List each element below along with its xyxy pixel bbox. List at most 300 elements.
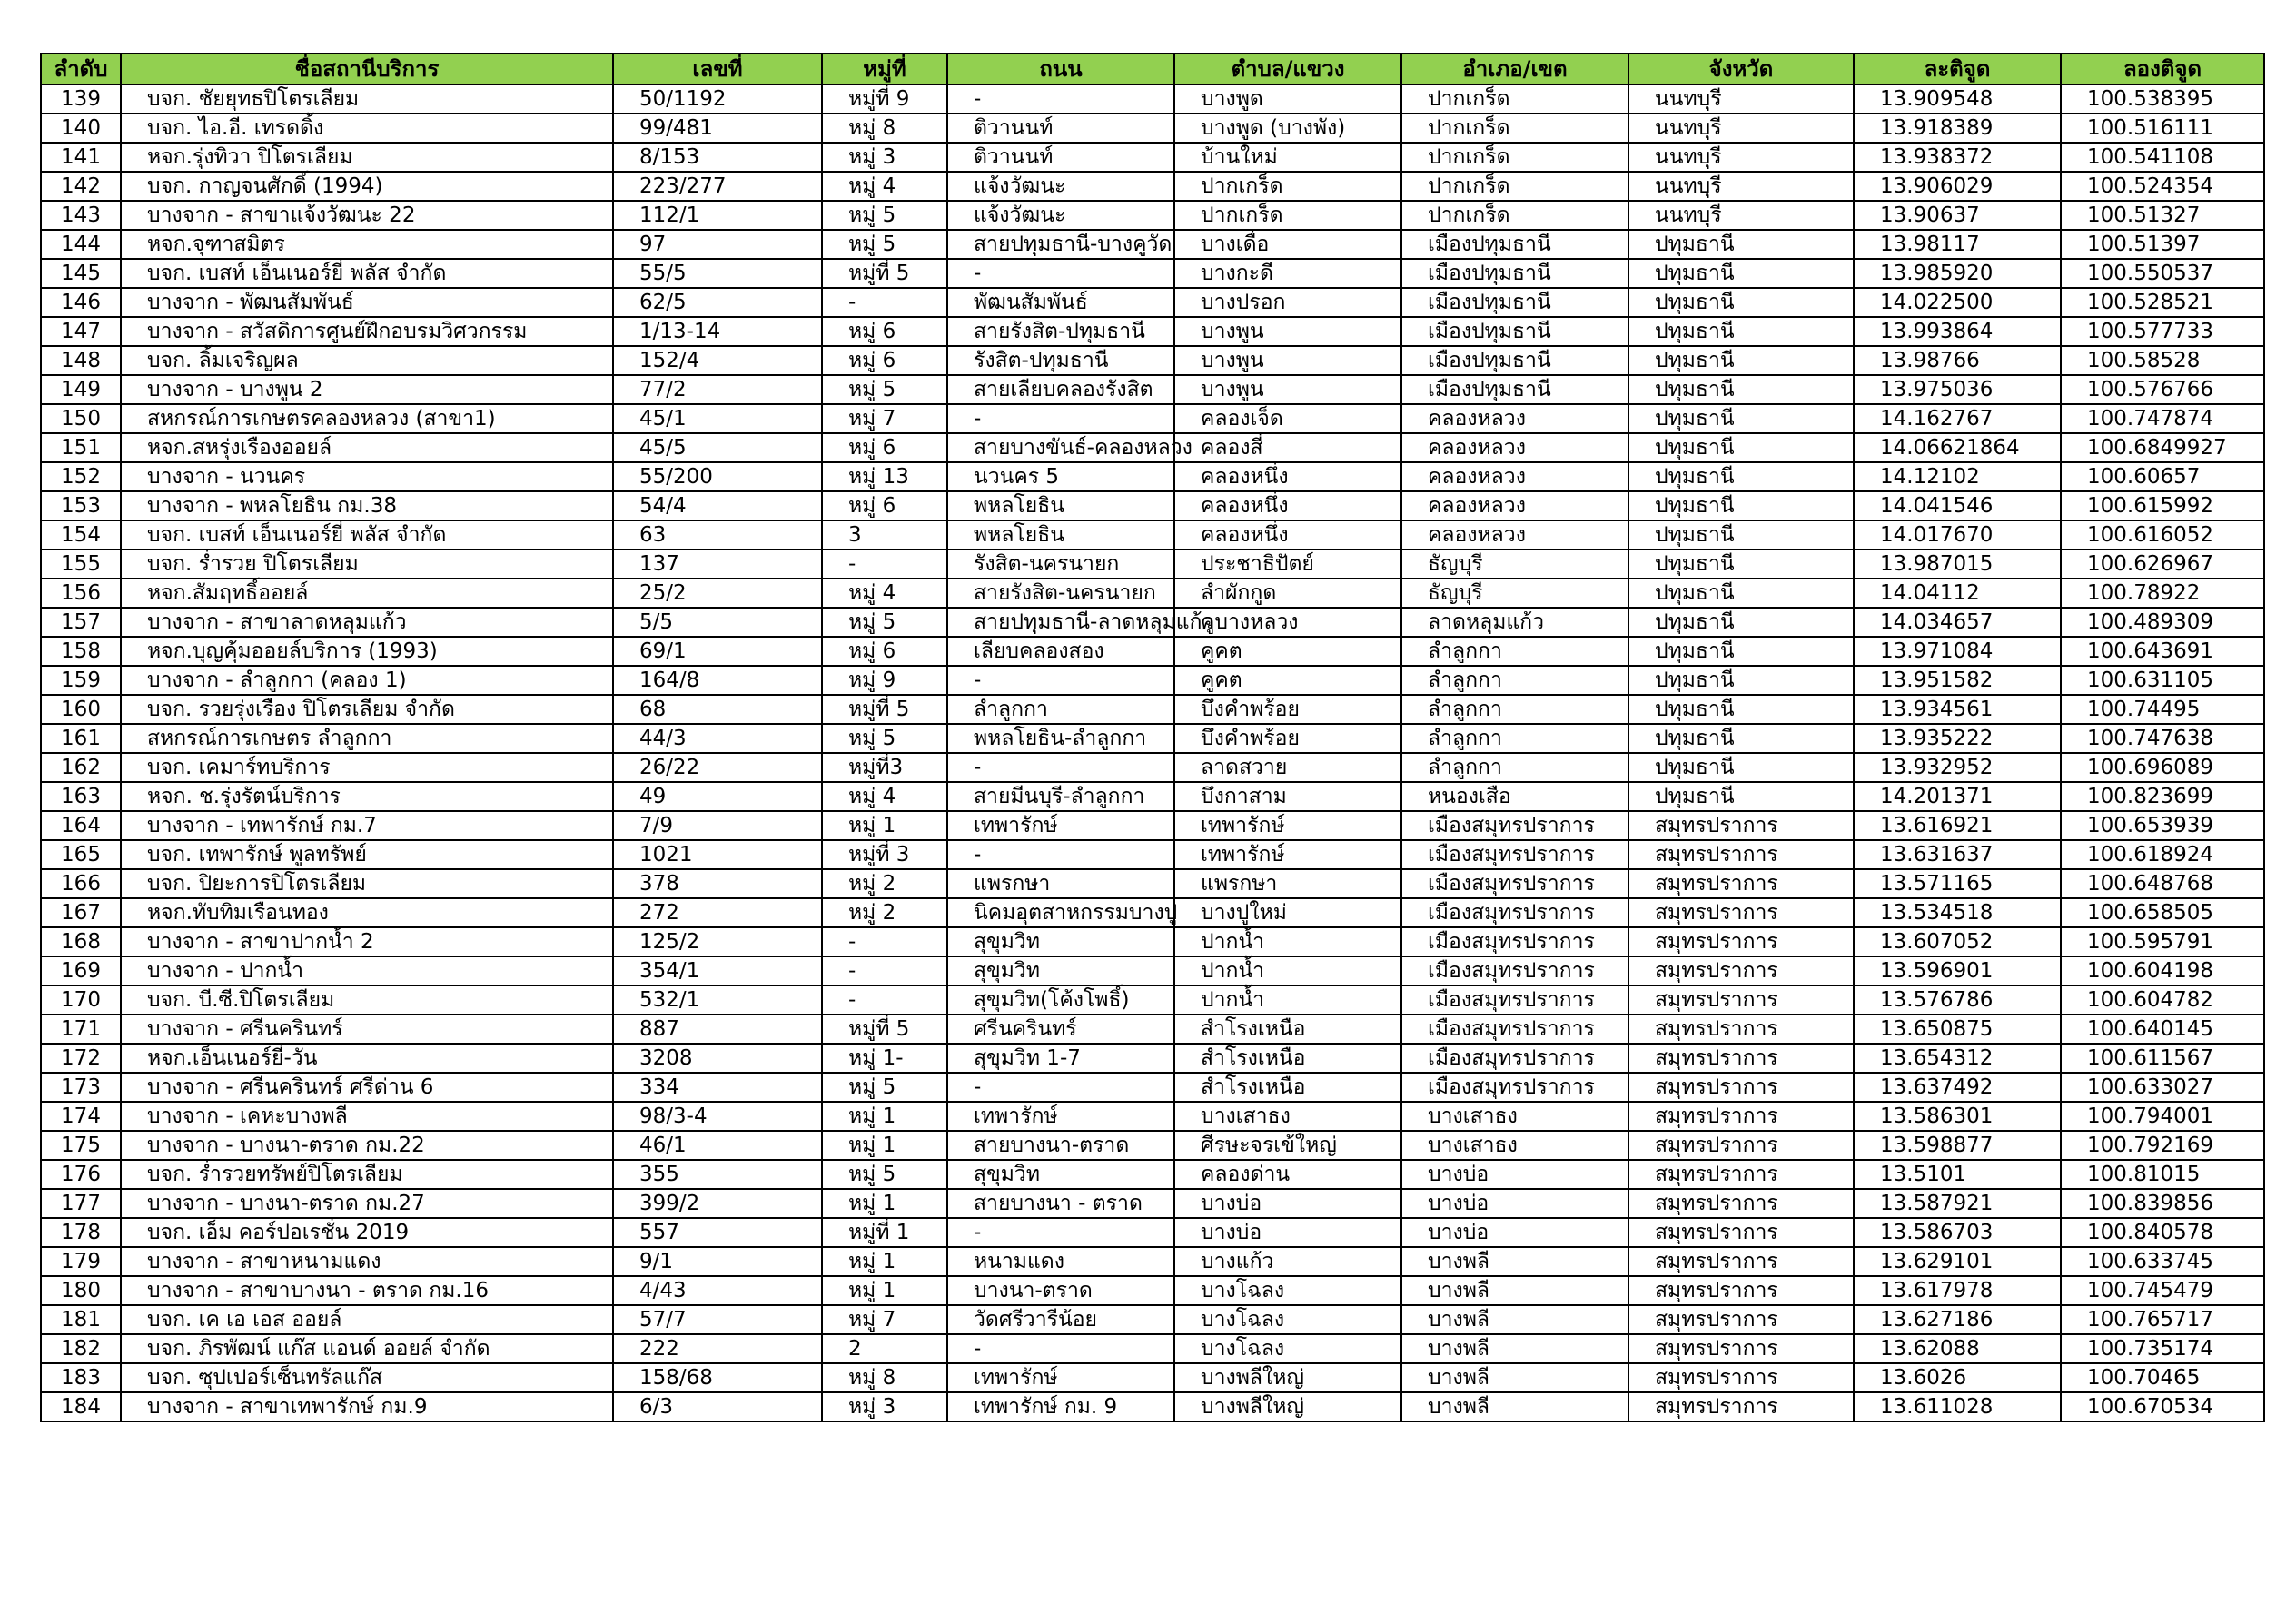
province-cell: สมุทรปราการ (1628, 898, 1854, 927)
station-name-cell: หจก.บุญคุ้มออยล์บริการ (1993) (121, 637, 613, 666)
station-name-cell: บางจาก - สาขาหนามแดง (121, 1247, 613, 1276)
station-name-cell: บจก. ภิรพัฒน์ แก๊ส แอนด์ ออยล์ จำกัด (121, 1334, 613, 1363)
road-cell: สายบางนา - ตราด (947, 1189, 1174, 1218)
tambon-cell: คลองหนึ่ง (1174, 491, 1401, 520)
moo-cell: หมู่ 9 (822, 666, 947, 695)
house-number-cell: 222 (613, 1334, 822, 1363)
province-cell: ปทุมธานี (1628, 695, 1854, 724)
tambon-cell: สำโรงเหนือ (1174, 1044, 1401, 1073)
province-cell: ปทุมธานี (1628, 753, 1854, 782)
province-cell: สมุทรปราการ (1628, 811, 1854, 840)
table-row (41, 172, 2264, 201)
tambon-cell: บึงกาสาม (1174, 782, 1401, 811)
table-row (41, 811, 2264, 840)
order-cell: 179 (41, 1247, 121, 1276)
longitude-cell: 100.765717 (2061, 1305, 2264, 1334)
road-cell: พหลโยธิน (947, 520, 1174, 550)
amphoe-cell: คลองหลวง (1401, 520, 1628, 550)
order-cell: 183 (41, 1363, 121, 1392)
order-cell: 140 (41, 114, 121, 143)
table-row (41, 491, 2264, 520)
house-number-cell: 532/1 (613, 985, 822, 1015)
table-row (41, 375, 2264, 404)
longitude-cell: 100.604782 (2061, 985, 2264, 1015)
moo-cell: หมู่ 8 (822, 114, 947, 143)
station-name-cell: หจก.สัมฤทธิ์ออยล์ (121, 579, 613, 608)
road-cell: - (947, 840, 1174, 869)
station-name-cell: บจก. ร่ำรวยทรัพย์ปิโตรเลียม (121, 1160, 613, 1189)
moo-cell: หมู่ 6 (822, 491, 947, 520)
tambon-cell: บางพูน (1174, 346, 1401, 375)
road-cell: เทพารักษ์ (947, 811, 1174, 840)
longitude-cell: 100.60657 (2061, 462, 2264, 491)
table-row (41, 666, 2264, 695)
province-cell: ปทุมธานี (1628, 404, 1854, 433)
longitude-cell: 100.577733 (2061, 317, 2264, 346)
house-number-cell: 57/7 (613, 1305, 822, 1334)
latitude-cell: 13.918389 (1854, 114, 2061, 143)
province-cell: ปทุมธานี (1628, 433, 1854, 462)
moo-cell: หมู่ 5 (822, 608, 947, 637)
longitude-cell: 100.618924 (2061, 840, 2264, 869)
road-cell: แจ้งวัฒนะ (947, 201, 1174, 230)
table-row (41, 608, 2264, 637)
latitude-cell: 14.022500 (1854, 288, 2061, 317)
station-name-cell: หจก.ทับทิมเรือนทอง (121, 898, 613, 927)
table-row (41, 462, 2264, 491)
tambon-cell: ปากเกร็ด (1174, 172, 1401, 201)
road-cell: พหลโยธิน (947, 491, 1174, 520)
house-number-cell: 557 (613, 1218, 822, 1247)
table-row (41, 1334, 2264, 1363)
station-name-cell: บจก. เคมาร์ทบริการ (121, 753, 613, 782)
house-number-cell: 77/2 (613, 375, 822, 404)
table-row (41, 579, 2264, 608)
road-cell: แพรกษา (947, 869, 1174, 898)
amphoe-cell: เมืองสมุทรปราการ (1401, 985, 1628, 1015)
amphoe-cell: บางพลี (1401, 1334, 1628, 1363)
col-header-tambon: ตำบล/แขวง (1174, 54, 1401, 84)
tambon-cell: แพรกษา (1174, 869, 1401, 898)
station-name-cell: บางจาก - ปากน้ำ (121, 956, 613, 985)
latitude-cell: 14.201371 (1854, 782, 2061, 811)
order-cell: 144 (41, 230, 121, 259)
longitude-cell: 100.747638 (2061, 724, 2264, 753)
latitude-cell: 14.034657 (1854, 608, 2061, 637)
station-name-cell: บางจาก - พัฒนสัมพันธ์ (121, 288, 613, 317)
longitude-cell: 100.51397 (2061, 230, 2264, 259)
col-header-house-number: เลขที่ (613, 54, 822, 84)
road-cell: เทพารักษ์ กม. 9 (947, 1392, 1174, 1421)
house-number-cell: 137 (613, 550, 822, 579)
house-number-cell: 9/1 (613, 1247, 822, 1276)
order-cell: 142 (41, 172, 121, 201)
house-number-cell: 112/1 (613, 201, 822, 230)
house-number-cell: 55/200 (613, 462, 822, 491)
station-name-cell: บางจาก - สวัสดิการศูนย์ฝึกอบรมวิศวกรรม (121, 317, 613, 346)
longitude-cell: 100.604198 (2061, 956, 2264, 985)
station-name-cell: บจก. ไอ.อี. เทรดดิ้ง (121, 114, 613, 143)
station-name-cell: บจก. ร่ำรวย ปิโตรเลียม (121, 550, 613, 579)
station-name-cell: สหกรณ์การเกษตร ลำลูกกา (121, 724, 613, 753)
tambon-cell: บางเสาธง (1174, 1102, 1401, 1131)
moo-cell: หมู่ 3 (822, 1392, 947, 1421)
tambon-cell: คลองหนึ่ง (1174, 462, 1401, 491)
longitude-cell: 100.616052 (2061, 520, 2264, 550)
longitude-cell: 100.516111 (2061, 114, 2264, 143)
road-cell: - (947, 259, 1174, 288)
amphoe-cell: เมืองปทุมธานี (1401, 375, 1628, 404)
amphoe-cell: เมืองสมุทรปราการ (1401, 811, 1628, 840)
amphoe-cell: ลำลูกกา (1401, 753, 1628, 782)
house-number-cell: 5/5 (613, 608, 822, 637)
province-cell: ปทุมธานี (1628, 346, 1854, 375)
house-number-cell: 63 (613, 520, 822, 550)
moo-cell: หมู่ 3 (822, 143, 947, 172)
road-cell: ศรีนครินทร์ (947, 1015, 1174, 1044)
tambon-cell: ปากน้ำ (1174, 956, 1401, 985)
longitude-cell: 100.643691 (2061, 637, 2264, 666)
station-name-cell: บจก. เบสท์ เอ็นเนอร์ยี่ พลัส จำกัด (121, 259, 613, 288)
station-name-cell: บจก. ปิยะการปิโตรเลียม (121, 869, 613, 898)
order-cell: 152 (41, 462, 121, 491)
latitude-cell: 13.932952 (1854, 753, 2061, 782)
order-cell: 166 (41, 869, 121, 898)
table-row (41, 259, 2264, 288)
house-number-cell: 7/9 (613, 811, 822, 840)
moo-cell: - (822, 927, 947, 956)
latitude-cell: 13.909548 (1854, 84, 2061, 114)
order-cell: 184 (41, 1392, 121, 1421)
tambon-cell: สำโรงเหนือ (1174, 1015, 1401, 1044)
tambon-cell: ปากน้ำ (1174, 927, 1401, 956)
house-number-cell: 44/3 (613, 724, 822, 753)
longitude-cell: 100.626967 (2061, 550, 2264, 579)
latitude-cell: 13.576786 (1854, 985, 2061, 1015)
moo-cell: หมู่ที่ 5 (822, 695, 947, 724)
tambon-cell: คลองเจ็ด (1174, 404, 1401, 433)
order-cell: 171 (41, 1015, 121, 1044)
road-cell: พัฒนสัมพันธ์ (947, 288, 1174, 317)
longitude-cell: 100.70465 (2061, 1363, 2264, 1392)
road-cell: สายเลียบคลองรังสิต (947, 375, 1174, 404)
amphoe-cell: บางบ่อ (1401, 1160, 1628, 1189)
moo-cell: หมู่ที่ 3 (822, 840, 947, 869)
station-name-cell: บจก. ซุปเปอร์เซ็นทรัลแก๊ส (121, 1363, 613, 1392)
latitude-cell: 13.6026 (1854, 1363, 2061, 1392)
order-cell: 154 (41, 520, 121, 550)
moo-cell: - (822, 550, 947, 579)
moo-cell: หมู่ 1 (822, 1102, 947, 1131)
longitude-cell: 100.74495 (2061, 695, 2264, 724)
road-cell: เลียบคลองสอง (947, 637, 1174, 666)
moo-cell: - (822, 985, 947, 1015)
station-table (40, 53, 2265, 1422)
road-cell: สุขุมวิท 1-7 (947, 1044, 1174, 1073)
tambon-cell: บางพูด (บางพัง) (1174, 114, 1401, 143)
moo-cell: หมู่ 8 (822, 1363, 947, 1392)
house-number-cell: 25/2 (613, 579, 822, 608)
tambon-cell: คูคต (1174, 666, 1401, 695)
station-name-cell: บางจาก - เคหะบางพลี (121, 1102, 613, 1131)
moo-cell: หมู่ 2 (822, 869, 947, 898)
road-cell: สายรังสิต-นครนายก (947, 579, 1174, 608)
moo-cell: หมู่ที่ 5 (822, 259, 947, 288)
amphoe-cell: ปากเกร็ด (1401, 201, 1628, 230)
table-row (41, 143, 2264, 172)
tambon-cell: คลองสี่ (1174, 433, 1401, 462)
table-row (41, 1160, 2264, 1189)
house-number-cell: 164/8 (613, 666, 822, 695)
longitude-cell: 100.541108 (2061, 143, 2264, 172)
moo-cell: หมู่ 1 (822, 1276, 947, 1305)
order-cell: 159 (41, 666, 121, 695)
amphoe-cell: ธัญบุรี (1401, 579, 1628, 608)
tambon-cell: บางพูน (1174, 317, 1401, 346)
station-name-cell: บางจาก - สาขาบางนา - ตราด กม.16 (121, 1276, 613, 1305)
tambon-cell: ลาดสวาย (1174, 753, 1401, 782)
order-cell: 181 (41, 1305, 121, 1334)
moo-cell: หมู่ที่ 1 (822, 1218, 947, 1247)
road-cell: เทพารักษ์ (947, 1363, 1174, 1392)
house-number-cell: 223/277 (613, 172, 822, 201)
moo-cell: หมู่ 1 (822, 811, 947, 840)
tambon-cell: บางแก้ว (1174, 1247, 1401, 1276)
latitude-cell: 13.587921 (1854, 1189, 2061, 1218)
table-row (41, 1218, 2264, 1247)
latitude-cell: 13.586301 (1854, 1102, 2061, 1131)
longitude-cell: 100.792169 (2061, 1131, 2264, 1160)
latitude-cell: 14.041546 (1854, 491, 2061, 520)
latitude-cell: 13.5101 (1854, 1160, 2061, 1189)
province-cell: ปทุมธานี (1628, 491, 1854, 520)
latitude-cell: 14.162767 (1854, 404, 2061, 433)
tambon-cell: ศีรษะจรเข้ใหญ่ (1174, 1131, 1401, 1160)
moo-cell: 3 (822, 520, 947, 550)
house-number-cell: 355 (613, 1160, 822, 1189)
station-name-cell: หจก. ช.รุ่งรัตน์บริการ (121, 782, 613, 811)
tambon-cell: เทพารักษ์ (1174, 811, 1401, 840)
moo-cell: - (822, 956, 947, 985)
table-row (41, 927, 2264, 956)
tambon-cell: บางบ่อ (1174, 1189, 1401, 1218)
province-cell: สมุทรปราการ (1628, 1131, 1854, 1160)
order-cell: 180 (41, 1276, 121, 1305)
order-cell: 174 (41, 1102, 121, 1131)
amphoe-cell: เมืองปทุมธานี (1401, 346, 1628, 375)
order-cell: 164 (41, 811, 121, 840)
province-cell: ปทุมธานี (1628, 375, 1854, 404)
station-name-cell: บางจาก - เทพารักษ์ กม.7 (121, 811, 613, 840)
table-row (41, 230, 2264, 259)
house-number-cell: 334 (613, 1073, 822, 1102)
moo-cell: หมู่ 5 (822, 1073, 947, 1102)
col-header-amphoe: อำเภอ/เขต (1401, 54, 1628, 84)
house-number-cell: 3208 (613, 1044, 822, 1073)
order-cell: 161 (41, 724, 121, 753)
longitude-cell: 100.51327 (2061, 201, 2264, 230)
house-number-cell: 49 (613, 782, 822, 811)
table-row (41, 724, 2264, 753)
longitude-cell: 100.747874 (2061, 404, 2264, 433)
latitude-cell: 13.98766 (1854, 346, 2061, 375)
house-number-cell: 45/1 (613, 404, 822, 433)
order-cell: 178 (41, 1218, 121, 1247)
moo-cell: หมู่ 4 (822, 579, 947, 608)
province-cell: สมุทรปราการ (1628, 1363, 1854, 1392)
house-number-cell: 158/68 (613, 1363, 822, 1392)
road-cell: สุขุมวิท (947, 956, 1174, 985)
road-cell: - (947, 404, 1174, 433)
road-cell: เทพารักษ์ (947, 1102, 1174, 1131)
station-name-cell: บางจาก - นวนคร (121, 462, 613, 491)
longitude-cell: 100.489309 (2061, 608, 2264, 637)
house-number-cell: 4/43 (613, 1276, 822, 1305)
table-row (41, 550, 2264, 579)
road-cell: สายรังสิต-ปทุมธานี (947, 317, 1174, 346)
table-row (41, 1131, 2264, 1160)
order-cell: 182 (41, 1334, 121, 1363)
amphoe-cell: ลำลูกกา (1401, 666, 1628, 695)
amphoe-cell: บางพลี (1401, 1392, 1628, 1421)
table-row (41, 520, 2264, 550)
road-cell: - (947, 753, 1174, 782)
road-cell: - (947, 1218, 1174, 1247)
tambon-cell: ลำผักกูด (1174, 579, 1401, 608)
longitude-cell: 100.648768 (2061, 869, 2264, 898)
station-name-cell: บจก. เบสท์ เอ็นเนอร์ยี่ พลัส จำกัด (121, 520, 613, 550)
road-cell: - (947, 84, 1174, 114)
province-cell: สมุทรปราการ (1628, 1189, 1854, 1218)
moo-cell: 2 (822, 1334, 947, 1363)
latitude-cell: 13.650875 (1854, 1015, 2061, 1044)
amphoe-cell: เมืองสมุทรปราการ (1401, 1073, 1628, 1102)
house-number-cell: 54/4 (613, 491, 822, 520)
moo-cell: หมู่ 1 (822, 1247, 947, 1276)
table-body (41, 84, 2264, 1421)
house-number-cell: 8/153 (613, 143, 822, 172)
house-number-cell: 152/4 (613, 346, 822, 375)
longitude-cell: 100.696089 (2061, 753, 2264, 782)
latitude-cell: 13.906029 (1854, 172, 2061, 201)
latitude-cell: 13.971084 (1854, 637, 2061, 666)
header-row (41, 54, 2264, 84)
tambon-cell: บางบ่อ (1174, 1218, 1401, 1247)
table-row (41, 695, 2264, 724)
station-name-cell: บางจาก - ศรีนครินทร์ (121, 1015, 613, 1044)
amphoe-cell: บางบ่อ (1401, 1218, 1628, 1247)
latitude-cell: 14.06621864 (1854, 433, 2061, 462)
order-cell: 163 (41, 782, 121, 811)
order-cell: 173 (41, 1073, 121, 1102)
order-cell: 170 (41, 985, 121, 1015)
house-number-cell: 272 (613, 898, 822, 927)
house-number-cell: 1021 (613, 840, 822, 869)
longitude-cell: 100.640145 (2061, 1015, 2264, 1044)
moo-cell: หมู่ 6 (822, 317, 947, 346)
latitude-cell: 13.938372 (1854, 143, 2061, 172)
amphoe-cell: บางเสาธง (1401, 1102, 1628, 1131)
road-cell: บางนา-ตราด (947, 1276, 1174, 1305)
moo-cell: หมู่ 5 (822, 230, 947, 259)
amphoe-cell: คลองหลวง (1401, 433, 1628, 462)
house-number-cell: 97 (613, 230, 822, 259)
table-row (41, 1015, 2264, 1044)
order-cell: 172 (41, 1044, 121, 1073)
station-name-cell: บจก. เค เอ เอส ออยล์ (121, 1305, 613, 1334)
moo-cell: หมู่ 7 (822, 1305, 947, 1334)
amphoe-cell: เมืองปทุมธานี (1401, 259, 1628, 288)
province-cell: สมุทรปราการ (1628, 1392, 1854, 1421)
amphoe-cell: ปากเกร็ด (1401, 143, 1628, 172)
house-number-cell: 125/2 (613, 927, 822, 956)
province-cell: ปทุมธานี (1628, 782, 1854, 811)
amphoe-cell: ปากเกร็ด (1401, 84, 1628, 114)
province-cell: สมุทรปราการ (1628, 927, 1854, 956)
road-cell: สุขุมวิท (947, 1160, 1174, 1189)
province-cell: ปทุมธานี (1628, 724, 1854, 753)
longitude-cell: 100.58528 (2061, 346, 2264, 375)
latitude-cell: 13.616921 (1854, 811, 2061, 840)
station-name-cell: บางจาก - สาขาเทพารักษ์ กม.9 (121, 1392, 613, 1421)
moo-cell: หมู่ 4 (822, 172, 947, 201)
longitude-cell: 100.615992 (2061, 491, 2264, 520)
amphoe-cell: คลองหลวง (1401, 462, 1628, 491)
amphoe-cell: บางพลี (1401, 1276, 1628, 1305)
longitude-cell: 100.595791 (2061, 927, 2264, 956)
station-name-cell: บางจาก - สาขาปากน้ำ 2 (121, 927, 613, 956)
order-cell: 141 (41, 143, 121, 172)
province-cell: นนทบุรี (1628, 201, 1854, 230)
order-cell: 146 (41, 288, 121, 317)
tambon-cell: เทพารักษ์ (1174, 840, 1401, 869)
road-cell: - (947, 666, 1174, 695)
road-cell: - (947, 1334, 1174, 1363)
order-cell: 156 (41, 579, 121, 608)
road-cell: หนามแดง (947, 1247, 1174, 1276)
order-cell: 175 (41, 1131, 121, 1160)
order-cell: 165 (41, 840, 121, 869)
order-cell: 149 (41, 375, 121, 404)
province-cell: สมุทรปราการ (1628, 869, 1854, 898)
road-cell: พหลโยธิน-ลำลูกกา (947, 724, 1174, 753)
table-row (41, 869, 2264, 898)
house-number-cell: 68 (613, 695, 822, 724)
order-cell: 169 (41, 956, 121, 985)
amphoe-cell: คลองหลวง (1401, 404, 1628, 433)
latitude-cell: 13.631637 (1854, 840, 2061, 869)
table-row (41, 404, 2264, 433)
amphoe-cell: คลองหลวง (1401, 491, 1628, 520)
table-row (41, 1392, 2264, 1421)
moo-cell: หมู่ 6 (822, 433, 947, 462)
amphoe-cell: บางเสาธง (1401, 1131, 1628, 1160)
order-cell: 153 (41, 491, 121, 520)
latitude-cell: 13.596901 (1854, 956, 2061, 985)
tambon-cell: บางกะดี (1174, 259, 1401, 288)
province-cell: สมุทรปราการ (1628, 956, 1854, 985)
latitude-cell: 13.98117 (1854, 230, 2061, 259)
col-header-order: ลำดับ (41, 54, 121, 84)
house-number-cell: 6/3 (613, 1392, 822, 1421)
house-number-cell: 45/5 (613, 433, 822, 462)
road-cell: นวนคร 5 (947, 462, 1174, 491)
amphoe-cell: ธัญบุรี (1401, 550, 1628, 579)
station-name-cell: บจก. ลิ้มเจริญผล (121, 346, 613, 375)
road-cell: สายบางนา-ตราด (947, 1131, 1174, 1160)
road-cell: รังสิต-ปทุมธานี (947, 346, 1174, 375)
province-cell: สมุทรปราการ (1628, 1334, 1854, 1363)
